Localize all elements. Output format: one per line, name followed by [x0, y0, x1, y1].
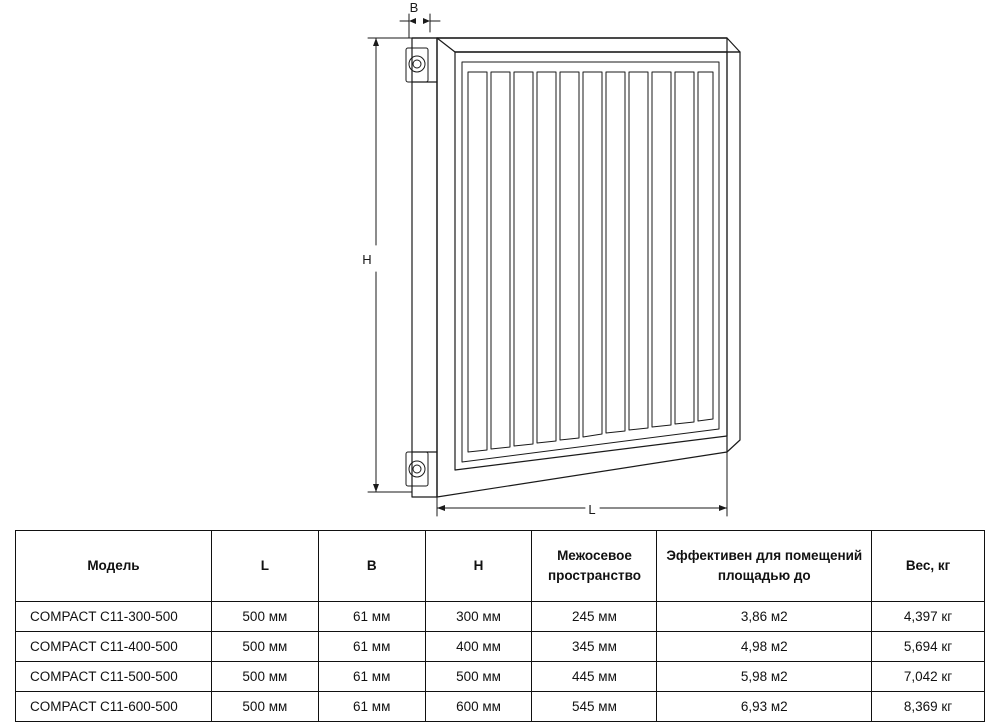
dimension-b [400, 14, 440, 38]
radiator-fins [468, 72, 713, 452]
label-h: H [362, 252, 372, 267]
cell-width: 61 мм [318, 602, 425, 632]
cell-axis-spacing: 245 мм [532, 602, 657, 632]
cell-width: 61 мм [318, 632, 425, 662]
label-l: L [588, 502, 596, 517]
top-valve [406, 48, 428, 82]
table-header-row [16, 531, 985, 602]
cell-model: COMPACT C11-600-500 [16, 692, 212, 722]
table-row [16, 632, 985, 662]
specifications-table [15, 530, 985, 722]
header-length: L [211, 531, 318, 602]
cell-height: 300 мм [425, 602, 532, 632]
header-weight: Вес, кг [872, 531, 985, 602]
cell-height: 400 мм [425, 632, 532, 662]
cell-width: 61 мм [318, 692, 425, 722]
cell-weight: 7,042 кг [872, 662, 985, 692]
cell-weight: 5,694 кг [872, 632, 985, 662]
cell-axis-spacing: 545 мм [532, 692, 657, 722]
cell-width: 61 мм [318, 662, 425, 692]
cell-axis-spacing: 445 мм [532, 662, 657, 692]
cell-length: 500 мм [211, 632, 318, 662]
cell-effective-area: 5,98 м2 [657, 662, 872, 692]
header-axis-spacing: Межосевое пространство [532, 531, 657, 602]
table-row [16, 602, 985, 632]
cell-length: 500 мм [211, 602, 318, 632]
dimension-l [437, 452, 727, 516]
header-width: B [318, 531, 425, 602]
bottom-valve [406, 452, 428, 486]
cell-model: COMPACT C11-300-500 [16, 602, 212, 632]
label-b: B [409, 0, 419, 15]
cell-effective-area: 3,86 м2 [657, 602, 872, 632]
header-height: H [425, 531, 532, 602]
cell-length: 500 мм [211, 692, 318, 722]
cell-weight: 4,397 кг [872, 602, 985, 632]
table-row [16, 692, 985, 722]
cell-height: 500 мм [425, 662, 532, 692]
cell-model: COMPACT C11-400-500 [16, 632, 212, 662]
dimension-h [368, 38, 412, 492]
cell-effective-area: 4,98 м2 [657, 632, 872, 662]
header-effective-area: Эффективен для помещений площадью до [657, 531, 872, 602]
cell-model: COMPACT C11-500-500 [16, 662, 212, 692]
cell-weight: 8,369 кг [872, 692, 985, 722]
specifications-table-container [15, 530, 985, 722]
cell-effective-area: 6,93 м2 [657, 692, 872, 722]
table-row [16, 662, 985, 692]
header-model: Модель [16, 531, 212, 602]
cell-height: 600 мм [425, 692, 532, 722]
cell-length: 500 мм [211, 662, 318, 692]
cell-axis-spacing: 345 мм [532, 632, 657, 662]
